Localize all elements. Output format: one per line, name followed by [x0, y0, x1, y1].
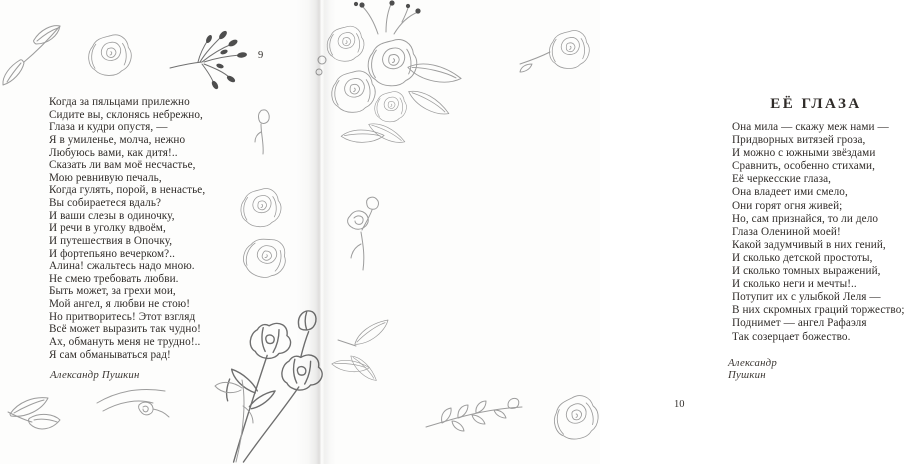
- poem-line: Я в умиленье, молча, нежно: [49, 133, 186, 146]
- poem-line: И сколько детской простоты,: [732, 251, 873, 264]
- poem-line: Какой задумчивый в них гений,: [732, 238, 886, 251]
- flower-bud-sketch: [248, 106, 278, 156]
- poem-line: Она владеет ими смело,: [732, 186, 848, 199]
- poem-line: И сколько томных выражений,: [732, 265, 881, 278]
- poem-line: В них скромных граций торжество;: [732, 304, 905, 317]
- poem-line: Она мила — скажу меж нами —: [732, 121, 889, 133]
- rose-sketch: [84, 30, 136, 80]
- leaf-pair-sketch: [6, 388, 64, 440]
- poem-line: Сказать ли вам моё несчастье,: [49, 159, 196, 172]
- poem-line: И путешествия в Опочку,: [49, 234, 173, 247]
- left-page: [0, 0, 318, 464]
- poem-line: Но притворитесь! Этот взгляд: [49, 310, 196, 323]
- poem-line: Всё может выразить так чудно!: [49, 323, 202, 336]
- stem-sketch: [212, 378, 258, 464]
- poem-line: Когда гулять, порой, в ненастье,: [49, 184, 206, 197]
- poem-line: И ваши слезы в одиночку,: [49, 209, 175, 222]
- poem-line: И фортепьяно вечерком?..: [49, 247, 176, 260]
- poem-line: Не смею требовать любви.: [49, 272, 179, 285]
- poem-line: Придворных витязей гроза,: [732, 134, 866, 147]
- poem-right: [732, 121, 905, 344]
- rose-bouquet-sketch: [316, 0, 466, 140]
- poem-line: Потупит их с улыбкой Леля —: [732, 291, 881, 304]
- berry-branch-sketch: [168, 24, 260, 90]
- author-attribution-left: Александр Пушкин: [50, 369, 140, 381]
- bud-branch-sketch: [95, 383, 171, 429]
- poem-line: Поднимет — ангел Рафаэля: [732, 317, 867, 330]
- poem-line: Глаза Олениной моей!: [732, 225, 841, 238]
- rose-sketch: [518, 24, 594, 86]
- rose-sketch: [236, 184, 286, 231]
- page-number-right: 10: [674, 399, 685, 410]
- poem-line: Алина! сжальтесь надо мною.: [49, 260, 195, 273]
- poem-line: Её черкесские глаза,: [732, 173, 832, 186]
- leafy-branch-sketch: [424, 395, 524, 440]
- poem-line: И речи в уголку вдвоём,: [49, 222, 166, 235]
- poem-line: Но, сам признайся, то ли дело: [732, 212, 879, 225]
- poem-line: Глаза и кудри опустя, —: [49, 121, 168, 134]
- poem-line: И сколько неги и мечты!..: [732, 278, 857, 291]
- rose-sketch: [240, 233, 290, 282]
- leaf-sprig-sketch: [0, 22, 62, 94]
- poem-line: Сравнить, особенно стихами,: [732, 160, 875, 173]
- poem-title: ЕЁ ГЛАЗА: [770, 96, 862, 112]
- poem-line: Мой ангел, я любви не стою!: [49, 298, 191, 310]
- poem-left: [49, 96, 205, 361]
- poem-line: Быть может, за грехи мои,: [49, 285, 176, 298]
- poem-line: Когда за пяльцами прилежно: [49, 96, 190, 108]
- leaf-cluster-sketch: [336, 316, 394, 376]
- poem-line: Я сам обманываться рад!: [49, 348, 171, 361]
- rose-sketch: [550, 390, 602, 445]
- author-attribution-right: Александр Пушкин: [728, 357, 777, 381]
- poem-line: Они горят огня живей;: [732, 199, 843, 212]
- page-number-left: 9: [258, 50, 264, 61]
- right-page: [318, 0, 905, 464]
- poem-line: Так созерцает божество.: [732, 330, 851, 343]
- poem-line: Любуюсь вами, как дитя!..: [49, 146, 178, 159]
- poem-line: Вы собираетеся вдаль?: [49, 197, 162, 209]
- poem-line: Ах, обмануть меня не трудно!..: [49, 335, 201, 348]
- poem-line: Сидите вы, склонясь небрежно,: [49, 108, 203, 121]
- twin-buds-sketch: [342, 192, 384, 272]
- poem-line: Мою ревнивую печаль,: [49, 171, 162, 184]
- poem-line: И можно с южными звёздами: [732, 147, 876, 160]
